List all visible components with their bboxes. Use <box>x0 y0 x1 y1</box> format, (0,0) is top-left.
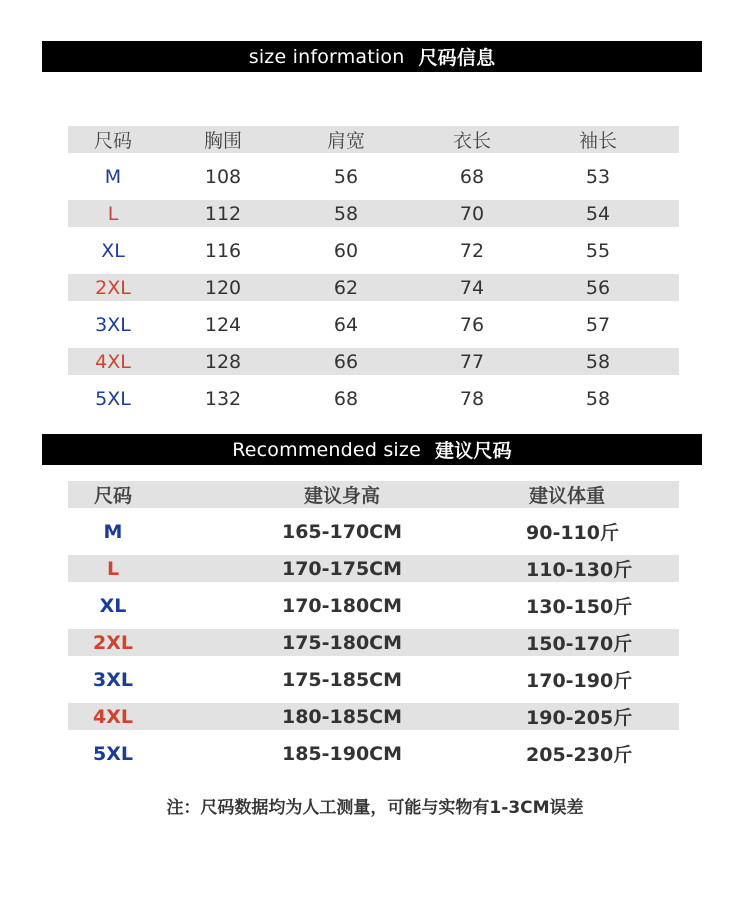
table-row <box>68 666 679 693</box>
table-row <box>68 348 679 375</box>
size-label: 3XL <box>95 313 131 336</box>
header-weight: 建议体重 <box>528 485 605 507</box>
chest-value: 124 <box>204 313 242 336</box>
length-value: 74 <box>459 276 485 299</box>
table-row <box>68 163 679 190</box>
weight-value: 90-110斤 <box>526 522 619 544</box>
height-value: 185-190CM <box>281 742 403 765</box>
size-label: M <box>104 165 122 188</box>
table-header-row <box>68 481 679 508</box>
shoulder-value: 56 <box>333 165 359 188</box>
size-label: 5XL <box>95 387 131 410</box>
header-chest: 胸围 <box>203 130 242 152</box>
length-value: 78 <box>459 387 485 410</box>
height-value: 170-175CM <box>281 557 403 580</box>
size-label: XL <box>99 594 127 617</box>
table-header-row <box>68 126 679 153</box>
table-row <box>68 385 679 412</box>
header-size: 尺码 <box>93 485 132 507</box>
chest-value: 128 <box>204 350 242 373</box>
height-value: 175-180CM <box>281 631 403 654</box>
size-label: 4XL <box>93 705 133 728</box>
size-label: 3XL <box>93 668 133 691</box>
size-label: M <box>103 520 123 543</box>
size-information-banner <box>42 41 702 72</box>
banner-title-en: size information <box>248 45 405 68</box>
sleeve-value: 56 <box>585 276 611 299</box>
height-value: 165-170CM <box>281 520 403 543</box>
chest-value: 112 <box>204 202 242 225</box>
weight-value: 205-230斤 <box>526 744 633 766</box>
recommended-size-table <box>68 481 679 777</box>
header-shoulder: 肩宽 <box>326 130 365 152</box>
header-sleeve: 袖长 <box>578 130 617 152</box>
chest-value: 116 <box>204 239 242 262</box>
shoulder-value: 64 <box>333 313 359 336</box>
table-row <box>68 629 679 656</box>
weight-value: 150-170斤 <box>526 633 633 655</box>
shoulder-value: 68 <box>333 387 359 410</box>
chest-value: 108 <box>204 165 242 188</box>
header-height: 建议身高 <box>303 485 380 507</box>
length-value: 68 <box>459 165 485 188</box>
table-row <box>68 555 679 582</box>
shoulder-value: 58 <box>333 202 359 225</box>
chest-value: 132 <box>204 387 242 410</box>
sleeve-value: 55 <box>585 239 611 262</box>
size-label: 2XL <box>93 631 133 654</box>
table-row <box>68 703 679 730</box>
shoulder-value: 66 <box>333 350 359 373</box>
height-value: 180-185CM <box>281 705 403 728</box>
size-label: 4XL <box>95 350 131 373</box>
banner-title-zh: 尺码信息 <box>418 47 496 69</box>
table-row <box>68 518 679 545</box>
measurement-note: 注：尺码数据均为人工测量，可能与实物有1-3CM误差 <box>166 798 584 818</box>
length-value: 72 <box>459 239 485 262</box>
sleeve-value: 58 <box>585 350 611 373</box>
size-label: 5XL <box>93 742 133 765</box>
table-row <box>68 592 679 619</box>
height-value: 175-185CM <box>281 668 403 691</box>
length-value: 70 <box>459 202 485 225</box>
shoulder-value: 60 <box>333 239 359 262</box>
table-row <box>68 274 679 301</box>
size-table <box>68 126 679 422</box>
size-label: L <box>107 202 119 225</box>
recommended-size-banner <box>42 434 702 465</box>
weight-value: 190-205斤 <box>526 707 633 729</box>
sleeve-value: 53 <box>585 165 611 188</box>
table-row <box>68 740 679 767</box>
banner-title-en: Recommended size <box>232 438 421 461</box>
length-value: 77 <box>459 350 485 373</box>
weight-value: 170-190斤 <box>526 670 633 692</box>
table-row <box>68 237 679 264</box>
sleeve-value: 57 <box>585 313 611 336</box>
header-length: 衣长 <box>452 130 491 152</box>
header-size: 尺码 <box>93 130 132 152</box>
weight-value: 130-150斤 <box>526 596 633 618</box>
size-label: L <box>106 557 120 580</box>
banner-title-zh: 建议尺码 <box>434 440 512 462</box>
table-row <box>68 311 679 338</box>
sleeve-value: 54 <box>585 202 611 225</box>
weight-value: 110-130斤 <box>526 559 633 581</box>
table-row <box>68 200 679 227</box>
sleeve-value: 58 <box>585 387 611 410</box>
length-value: 76 <box>459 313 485 336</box>
chest-value: 120 <box>204 276 242 299</box>
height-value: 170-180CM <box>281 594 403 617</box>
size-label: XL <box>101 239 125 262</box>
size-label: 2XL <box>95 276 131 299</box>
shoulder-value: 62 <box>333 276 359 299</box>
